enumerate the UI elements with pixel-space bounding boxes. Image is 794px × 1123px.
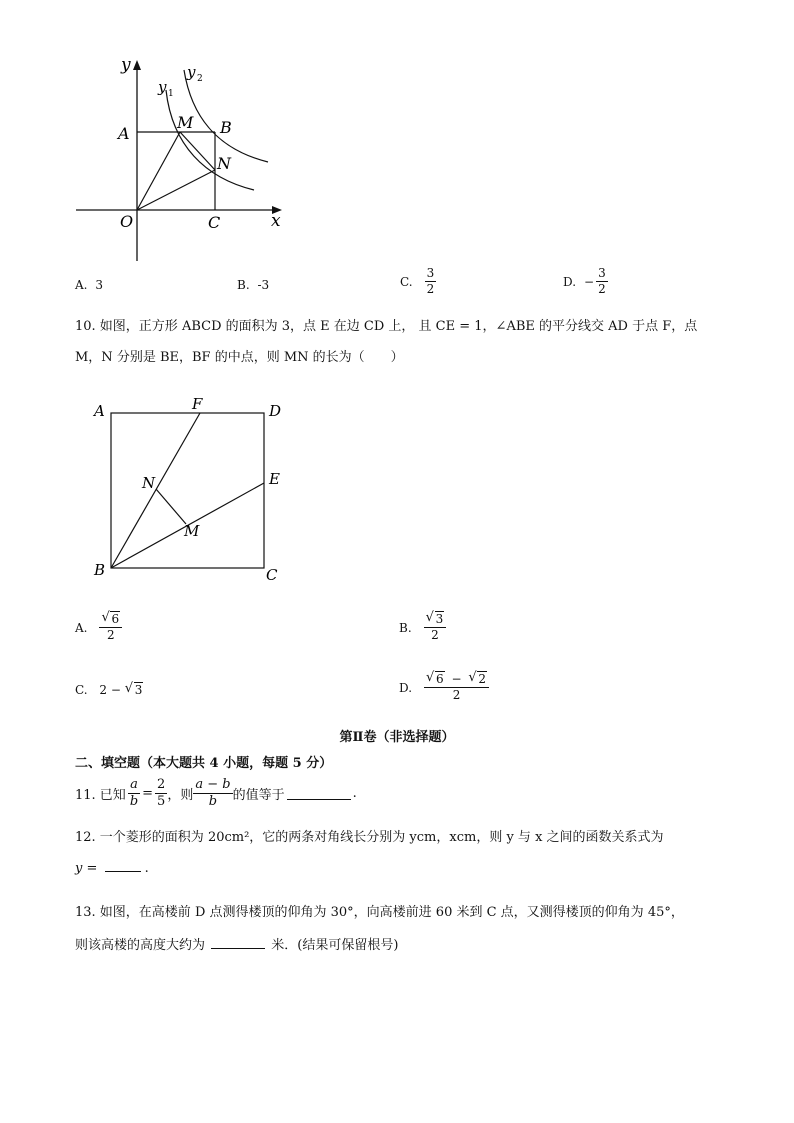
q10-option-d-sqrt1: √ 6 bbox=[426, 670, 444, 686]
label-b: B bbox=[94, 561, 106, 579]
square-abcd bbox=[111, 413, 264, 568]
label-y2-sub: 2 bbox=[197, 74, 203, 84]
q9-option-c-label: C. bbox=[400, 274, 413, 289]
label-m: M bbox=[184, 522, 200, 540]
q10-option-a-fraction bbox=[99, 612, 122, 643]
label-c: C bbox=[208, 213, 221, 232]
segment-nm bbox=[156, 489, 186, 524]
label-x-axis: x bbox=[271, 211, 281, 231]
segment-om bbox=[137, 132, 180, 210]
q10-option-a-label: A. bbox=[75, 620, 88, 635]
q12-line2-prefix: y = bbox=[75, 861, 98, 876]
q10-option-d-label: D. bbox=[399, 680, 413, 695]
q10-option-b-sqrt: √ 3 bbox=[425, 610, 444, 626]
q10-option-a bbox=[75, 612, 122, 643]
q9-option-c-fraction bbox=[425, 266, 437, 297]
q11-frac-25 bbox=[155, 777, 167, 811]
q12-line2-end: . bbox=[144, 861, 149, 876]
q10-option-d-sqrt2: √ 2 bbox=[468, 670, 487, 686]
q10-option-c-label: C. bbox=[75, 683, 88, 697]
q13-line2-suffix: 米．(结果可保留根号) bbox=[271, 938, 399, 953]
q9-option-c bbox=[400, 266, 436, 297]
q9-option-d-sign: − bbox=[584, 274, 595, 289]
q9-option-b-label: B. bbox=[237, 278, 250, 292]
q11-line bbox=[75, 777, 357, 811]
q11-answer-blank[interactable] bbox=[287, 787, 351, 800]
q9-option-d-fraction bbox=[596, 266, 608, 297]
label-a: A bbox=[118, 124, 130, 143]
label-y-axis: y bbox=[121, 55, 131, 75]
q9-option-d-label: D. bbox=[563, 274, 577, 289]
q10-option-c-sqrt: √ 3 bbox=[124, 681, 143, 697]
q10-stem-line2: M，N 分别是 BE，BF 的中点，则 MN 的长为（ ） bbox=[75, 350, 404, 365]
q10-option-b-fraction bbox=[424, 612, 447, 643]
label-n: N bbox=[217, 154, 231, 173]
q10-option-c bbox=[75, 683, 143, 697]
q10-option-d-fraction bbox=[424, 672, 489, 703]
q10-option-b-label: B. bbox=[399, 620, 412, 635]
segment-bf bbox=[111, 413, 200, 568]
q11-frac-25-num: 2 bbox=[155, 777, 167, 794]
label-d: D bbox=[269, 402, 282, 420]
label-a: A bbox=[94, 402, 105, 420]
label-y1: y bbox=[158, 78, 167, 96]
q12-answer-blank[interactable] bbox=[105, 859, 141, 872]
q10-option-c-pre: 2 − bbox=[99, 683, 121, 697]
label-b: B bbox=[220, 118, 232, 137]
q9-option-c-den: 2 bbox=[426, 282, 435, 296]
q11-frac-25-den: 5 bbox=[157, 794, 166, 810]
q10-option-a-sqrt: √ 6 bbox=[101, 610, 120, 626]
q9-option-a-label: A. bbox=[75, 278, 88, 292]
q10-option-b bbox=[399, 612, 446, 643]
q13-line2-prefix: 则该高楼的高度大约为 bbox=[75, 938, 206, 953]
q11-frac-ab-den: b bbox=[129, 794, 139, 810]
q13-stem-line1: 13. 如图，在高楼前 D 点测得楼顶的仰角为 30°，向高楼前进 60 米到 C 点，又测得楼顶的仰角为 45°， bbox=[75, 905, 684, 920]
q10-option-b-den: 2 bbox=[431, 628, 439, 642]
label-c: C bbox=[266, 566, 278, 584]
q11-frac-ab-num: a bbox=[128, 777, 140, 794]
square-figure bbox=[88, 395, 288, 590]
label-y2: y bbox=[187, 63, 196, 81]
q10-option-a-den: 2 bbox=[106, 628, 115, 642]
q9-option-d-num: 3 bbox=[598, 266, 606, 280]
q10-option-d bbox=[399, 672, 489, 703]
q9-option-b-value: -3 bbox=[257, 278, 270, 292]
label-o: O bbox=[120, 212, 134, 231]
q9-option-b bbox=[237, 278, 269, 292]
q11-frac-amb-den: b bbox=[208, 794, 218, 810]
q10-stem-line1: 10. 如图，正方形 ABCD 的面积为 3，点 E 在边 CD 上， 且 CE = 1，∠ABE 的平分线交 AD 于点 F，点 bbox=[75, 319, 698, 334]
q11-end: . bbox=[352, 786, 357, 802]
label-n: N bbox=[142, 474, 156, 492]
q9-option-a bbox=[75, 278, 103, 292]
q11-frac-ab bbox=[128, 777, 140, 811]
curve-y1 bbox=[166, 90, 254, 190]
q12-line2 bbox=[75, 859, 149, 876]
q11-mid: ，则 bbox=[167, 788, 194, 804]
label-f: F bbox=[192, 395, 203, 413]
y-axis-arrow-icon bbox=[133, 60, 141, 70]
q10-option-d-minus: − bbox=[451, 672, 462, 686]
q10-option-d-den: 2 bbox=[452, 688, 461, 702]
section-title: 第Ⅱ卷（非选择题） bbox=[339, 730, 455, 745]
q11-frac-amb-num: a − b bbox=[193, 777, 232, 794]
label-e: E bbox=[269, 470, 280, 488]
q11-prefix: 11. 已知 bbox=[75, 788, 126, 804]
q12-stem: 12. 一个菱形的面积为 20cm²，它的两条对角线长分别为 ycm，xcm，则 y 与 x 之间的函数关系式为 bbox=[75, 830, 664, 845]
q9-option-c-num: 3 bbox=[426, 266, 435, 280]
q11-suffix: 的值等于 bbox=[232, 788, 285, 804]
fill-in-heading: 二、填空题（本大题共 4 小题，每题 5 分） bbox=[75, 756, 333, 771]
label-y1-sub: 1 bbox=[168, 89, 174, 99]
q13-stem-line2 bbox=[75, 934, 398, 953]
q13-answer-blank[interactable] bbox=[211, 936, 265, 949]
hyperbola-figure bbox=[70, 50, 290, 265]
q11-equals: = bbox=[142, 786, 154, 802]
q9-option-a-value: 3 bbox=[95, 278, 103, 292]
q11-frac-amb bbox=[193, 777, 232, 811]
q9-option-d-den: 2 bbox=[598, 282, 606, 296]
segment-mn bbox=[180, 132, 215, 170]
q9-option-d bbox=[563, 266, 608, 297]
label-m: M bbox=[177, 113, 194, 132]
